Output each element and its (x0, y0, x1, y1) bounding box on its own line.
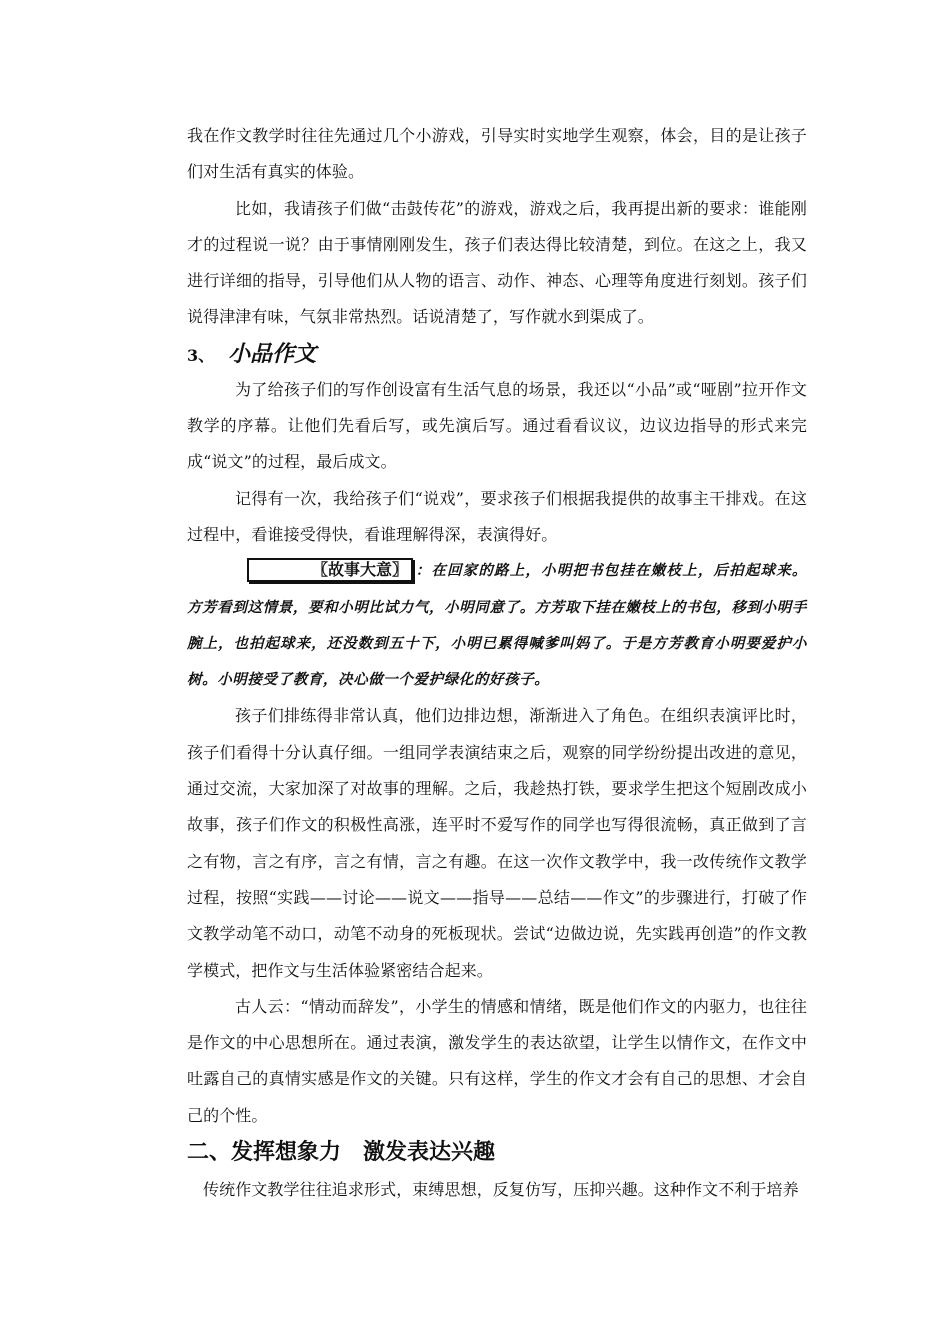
paragraph-game-intro: 我在作文教学时往往先通过几个小游戏，引导实时实地学生观察，体会，目的是让孩子们对生活有真实的体验。 (187, 126, 807, 182)
document-page (187, 118, 807, 1208)
story-colon: ： (415, 563, 432, 580)
paragraph-drum-game: 比如，我请孩子们做“击鼓传花”的游戏，游戏之后，我再提出新的要求：谁能刚才的过程说一说？由于事情刚刚发生，孩子们表达得比较清楚，到位。在这之上，我又进行详细的指导，引导他们从人物的语言、动作、神态、心理等角度进行刻划。孩子们说得津津有味，气氛非常热烈。话说清楚了，写作就水到渠成了。 (187, 198, 807, 327)
subheading-number: 3、 (187, 345, 215, 365)
paragraph-traditional-teaching: 传统作文教学往往追求形式，束缚思想，反复仿写，压抑兴趣。这种作文不利于培养 (203, 1180, 799, 1200)
paragraph-ancient-saying: 古人云：“情动而辞发”，小学生的情感和情绪，既是他们作文的内驱力，也往往是作文的中心思想所在。通过表演，激发学生的表达欲望，让学生以情作文，在作文中吐露自己的真情实感是作文的关键。只有这样，学生的作文才会有自己的思想、才会自己的个性。 (187, 996, 807, 1125)
story-summary (187, 553, 807, 698)
story-text: 在回家的路上，小明把书包挂在嫩枝上，后拍起球来。方芳看到这情景，要和小明比试力气，小明同意了。方芳取下挂在嫩枝上的书包，移到小明手腕上，也拍起球来，还没数到五十下，小明已累得喊爹叫妈了。于是方芳教育小明要爱护小树。小明接受了教育，决心做一个爱护绿化的好孩子。 (187, 563, 807, 689)
story-label-close: 〗 (392, 560, 409, 580)
subheading-title: 小品作文 (228, 340, 317, 367)
story-label-text: 故事大意 (328, 560, 393, 580)
paragraph-play-rehearsal: 记得有一次，我给孩子们“说戏”，要求孩子们根据我提供的故事主干排戏。在这过程中，看谁接受得快，看谁理解得深，表演得好。 (187, 488, 807, 544)
story-label-open: 〖 (312, 560, 329, 580)
paragraph-skit-intro: 为了给孩子们的写作创设富有生活气息的场景，我还以“小品”或“哑剧”拉开作文教学的序幕。让他们先看后写，或先演后写。通过看看议议，边议边指导的形式来完成“说文”的过程，最后成文。 (187, 379, 807, 472)
subheading-skit-composition (187, 336, 807, 372)
paragraph-rehearsal-results: 孩子们排练得非常认真，他们边排边想，渐渐进入了角色。在组织表演评比时，孩子们看得十分认真仔细。一组同学表演结束之后，观察的同学纷纷提出改进的意见，通过交流，大家加深了对故事的理解。之后，我趁热打铁，要求学生把这个短剧改成小故事，孩子们作文的积极性高涨，连平时不爱写作的同学也写得很流畅，真正做到了言之有物，言之有序，言之有情，言之有趣。在这一次作文教学中，我一改传统作文教学过程，按照“实践——讨论——说文——指导——总结——作文”的步骤进行，打破了作文教学动笔不动口，动笔不动身的死板现状。尝试“边做边说，先实践再创造”的作文教学模式，把作文与生活体验紧密结合起来。 (187, 706, 807, 980)
story-label-box (247, 558, 413, 582)
section-heading-imagination: 二、发挥想象力 激发表达兴趣 (187, 1140, 496, 1166)
